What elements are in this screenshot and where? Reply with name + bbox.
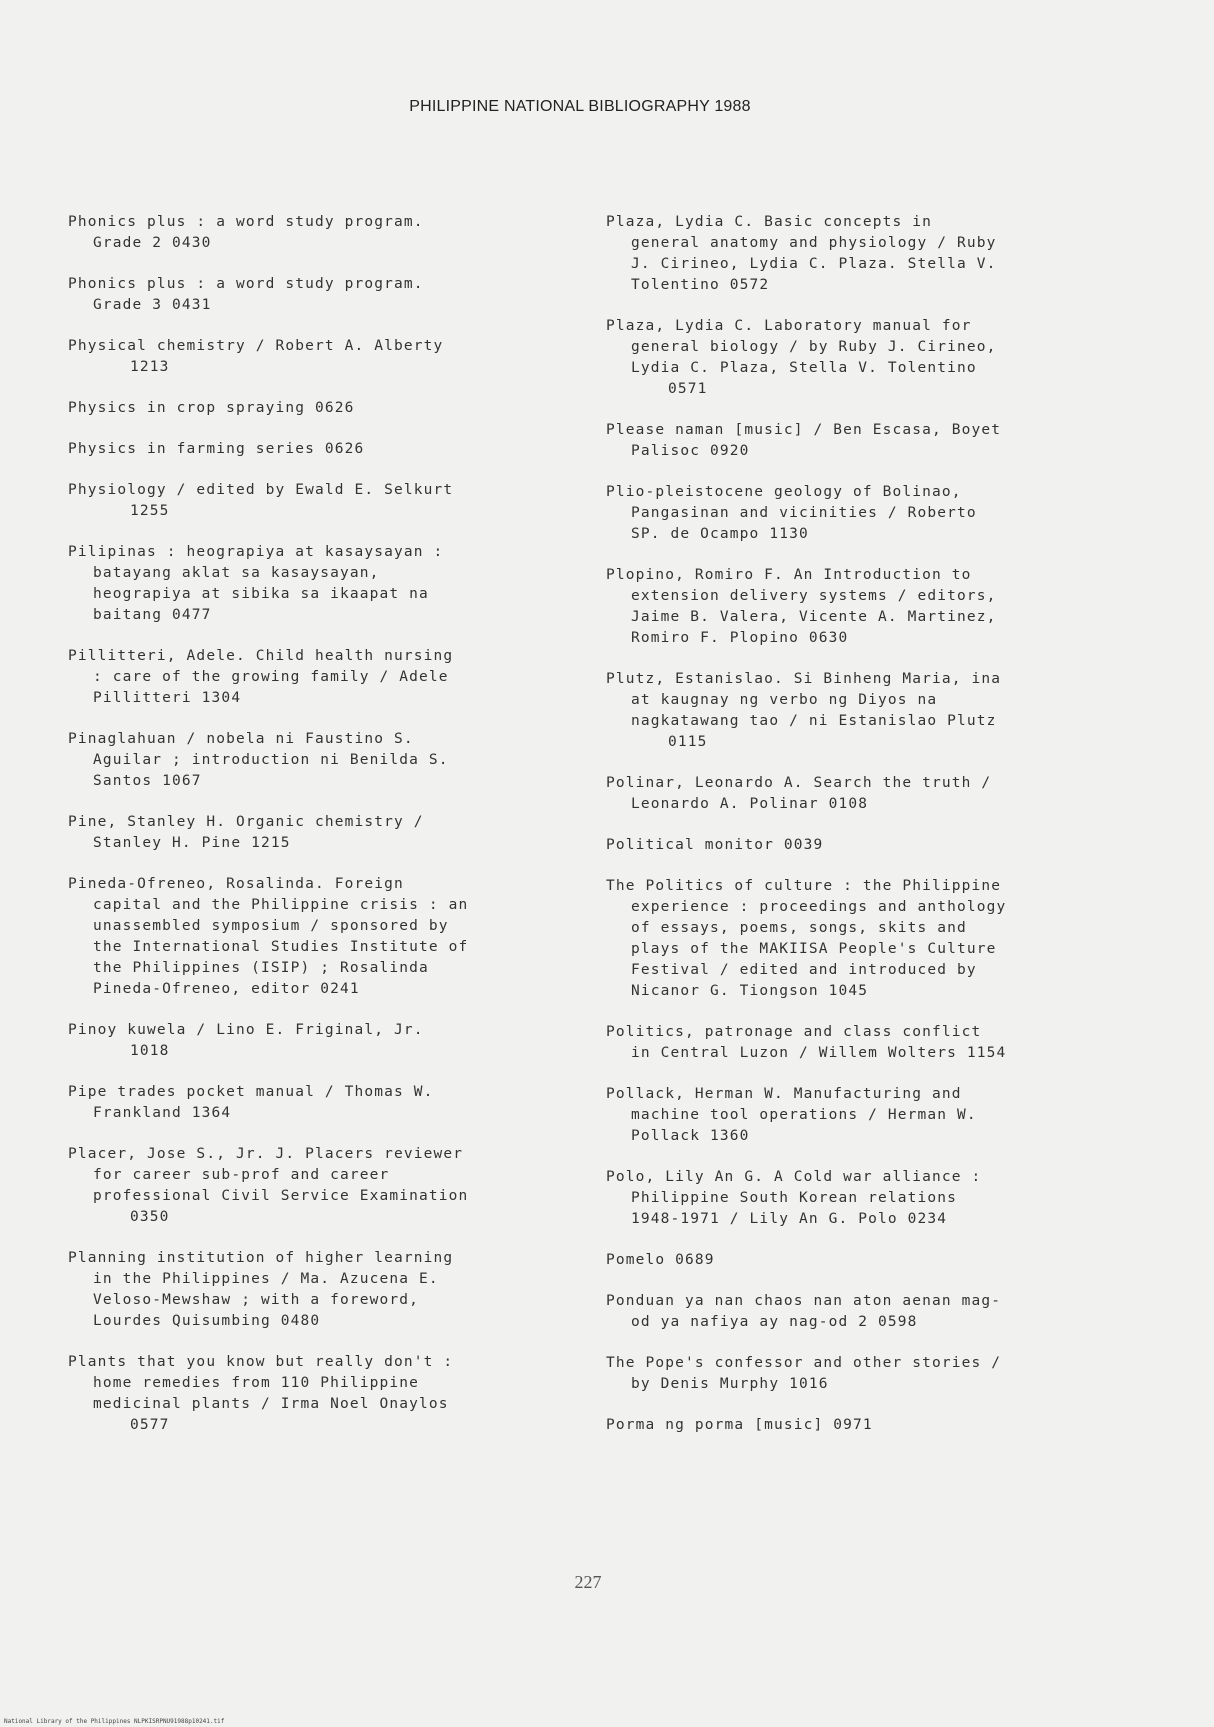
bibliography-entry [68, 812, 588, 854]
entry-line: experience : proceedings and anthology [631, 899, 1007, 915]
entry-line: Physics in farming series 0626 [68, 441, 365, 457]
bibliography-entry [68, 274, 588, 316]
bibliography-entry [68, 439, 588, 460]
entry-line: Please naman [music] / Ben Escasa, Boyet [606, 422, 1002, 438]
bibliography-entry [606, 669, 1126, 753]
entry-line: The Politics of culture : the Philippine [606, 878, 1002, 894]
bibliography-entry [68, 646, 588, 709]
entry-line: Leonardo A. Polinar 0108 [631, 796, 869, 812]
entry-line: Pine, Stanley H. Organic chemistry / [68, 814, 424, 830]
entry-line: Lourdes Quisumbing 0480 [93, 1313, 321, 1329]
entry-line: Jaime B. Valera, Vicente A. Martinez, [631, 609, 997, 625]
entry-line: 1018 [130, 1043, 170, 1059]
entry-line: Festival / edited and introduced by [631, 962, 977, 978]
bibliography-entry [606, 1250, 1126, 1271]
entry-line: Physics in crop spraying 0626 [68, 400, 355, 416]
bibliography-entry [606, 482, 1126, 545]
page-number: 227 [574, 1572, 602, 1592]
entry-line: Pilipinas : heograpiya at kasaysayan : [68, 544, 444, 560]
bibliography-entry [606, 1022, 1126, 1064]
entry-line: at kaugnay ng verbo ng Diyos na [631, 692, 938, 708]
bibliography-entry [606, 876, 1126, 1002]
entry-line: extension delivery systems / editors, [631, 588, 997, 604]
bibliography-entry [68, 480, 588, 522]
bibliography-entry [606, 1167, 1126, 1230]
entry-line: Planning institution of higher learning [68, 1250, 454, 1266]
entry-line: heograpiya at sibika sa ikaapat na [93, 586, 429, 602]
entry-line: Political monitor 0039 [606, 837, 824, 853]
entry-line: home remedies from 110 Philippine [93, 1375, 420, 1391]
entry-line: general biology / by Ruby J. Cirineo, [631, 339, 997, 355]
entry-line: of essays, poems, songs, skits and [631, 920, 967, 936]
bibliography-entry [68, 729, 588, 792]
entry-line: 1213 [130, 359, 170, 375]
entry-line: by Denis Murphy 1016 [631, 1376, 829, 1392]
bibliography-entry [606, 565, 1126, 649]
entry-line: Frankland 1364 [93, 1105, 232, 1121]
entry-line: capital and the Philippine crisis : an [93, 897, 469, 913]
right-column [606, 212, 1126, 1456]
scan-footer: National Library of the Philippines NLPKISRPNU91988p10241.tif [4, 1718, 225, 1725]
bibliography-entry [606, 316, 1126, 400]
bibliography-entry [606, 773, 1126, 815]
entry-line: 1948-1971 / Lily An G. Polo 0234 [631, 1211, 948, 1227]
entry-line: 0115 [668, 734, 708, 750]
entry-line: Veloso-Mewshaw ; with a foreword, [93, 1292, 420, 1308]
entry-line: : care of the growing family / Adele [93, 669, 449, 685]
entry-line: Pollack, Herman W. Manufacturing and [606, 1086, 962, 1102]
bibliography-entry [606, 1291, 1126, 1333]
entry-line: 0350 [130, 1209, 170, 1225]
entry-line: unassembled symposium / sponsored by [93, 918, 449, 934]
entry-line: the Philippines (ISIP) ; Rosalinda [93, 960, 429, 976]
entry-line: nagkatawang tao / ni Estanislao Plutz [631, 713, 997, 729]
entry-line: in Central Luzon / Willem Wolters 1154 [631, 1045, 1007, 1061]
entry-line: Philippine South Korean relations [631, 1190, 958, 1206]
entry-line: Palisoc 0920 [631, 443, 750, 459]
bibliography-entry [606, 1353, 1126, 1395]
entry-line: Plopino, Romiro F. An Introduction to [606, 567, 972, 583]
entry-line: Phonics plus : a word study program. [68, 214, 424, 230]
entry-line: Plio-pleistocene geology of Bolinao, [606, 484, 962, 500]
bibliography-entry [606, 1084, 1126, 1147]
entry-line: Santos 1067 [93, 773, 202, 789]
bibliography-entry [68, 1352, 588, 1436]
entry-line: Placer, Jose S., Jr. J. Placers reviewer [68, 1146, 464, 1162]
entry-line: Pineda-Ofreneo, editor 0241 [93, 981, 360, 997]
entry-line: Pangasinan and vicinities / Roberto [631, 505, 977, 521]
entry-line: Polo, Lily An G. A Cold war alliance : [606, 1169, 982, 1185]
entry-line: Grade 2 0430 [93, 235, 212, 251]
entry-line: J. Cirineo, Lydia C. Plaza. Stella V. [631, 256, 997, 272]
entry-line: Lydia C. Plaza, Stella V. Tolentino [631, 360, 977, 376]
entry-line: Plutz, Estanislao. Si Binheng Maria, ina [606, 671, 1002, 687]
entry-line: Plaza, Lydia C. Laboratory manual for [606, 318, 972, 334]
entry-line: Grade 3 0431 [93, 297, 212, 313]
bibliography-entry [68, 398, 588, 419]
left-column [68, 212, 588, 1456]
entry-line: 1255 [130, 503, 170, 519]
bibliography-entry [68, 1144, 588, 1228]
entry-line: Pinaglahuan / nobela ni Faustino S. [68, 731, 414, 747]
bibliography-entry [606, 212, 1126, 296]
bibliography-entry [606, 420, 1126, 462]
entry-line: Stanley H. Pine 1215 [93, 835, 291, 851]
entry-line: the International Studies Institute of [93, 939, 469, 955]
bibliography-entry [68, 874, 588, 1000]
entry-line: Pollack 1360 [631, 1128, 750, 1144]
page-header [0, 98, 1160, 116]
entry-line: Physiology / edited by Ewald E. Selkurt [68, 482, 454, 498]
entry-line: Pillitteri 1304 [93, 690, 242, 706]
entry-line: od ya nafiya ay nag-od 2 0598 [631, 1314, 918, 1330]
entry-line: Polinar, Leonardo A. Search the truth / [606, 775, 992, 791]
entry-line: The Pope's confessor and other stories / [606, 1355, 1002, 1371]
bibliography-entry [68, 1082, 588, 1124]
entry-line: Plants that you know but really don't : [68, 1354, 454, 1370]
bibliography-entry [68, 336, 588, 378]
bibliography-entry [68, 542, 588, 626]
bibliography-entry [606, 835, 1126, 856]
entry-line: professional Civil Service Examination [93, 1188, 469, 1204]
entry-line: 0577 [130, 1417, 170, 1433]
entry-line: machine tool operations / Herman W. [631, 1107, 977, 1123]
bibliography-title: PHILIPPINE NATIONAL BIBLIOGRAPHY 1988 [409, 98, 751, 115]
entry-line: Phonics plus : a word study program. [68, 276, 424, 292]
entry-line: Ponduan ya nan chaos nan aton aenan mag- [606, 1293, 1002, 1309]
entry-line: Nicanor G. Tiongson 1045 [631, 983, 869, 999]
entry-line: Pillitteri, Adele. Child health nursing [68, 648, 454, 664]
entry-line: Physical chemistry / Robert A. Alberty [68, 338, 444, 354]
entry-line: SP. de Ocampo 1130 [631, 526, 809, 542]
entry-line: baitang 0477 [93, 607, 212, 623]
bibliography-entry [68, 212, 588, 254]
entry-line: Politics, patronage and class conflict [606, 1024, 982, 1040]
entry-line: plays of the MAKIISA People's Culture [631, 941, 997, 957]
entry-line: 0571 [668, 381, 708, 397]
entry-line: Aguilar ; introduction ni Benilda S. [93, 752, 449, 768]
entry-line: Pinoy kuwela / Lino E. Friginal, Jr. [68, 1022, 424, 1038]
entry-line: batayang aklat sa kasaysayan, [93, 565, 380, 581]
bibliography-entry [606, 1415, 1126, 1436]
entry-line: Plaza, Lydia C. Basic concepts in [606, 214, 933, 230]
entry-line: medicinal plants / Irma Noel Onaylos [93, 1396, 449, 1412]
bibliography-entry [68, 1020, 588, 1062]
entry-line: Tolentino 0572 [631, 277, 770, 293]
entry-line: Porma ng porma [music] 0971 [606, 1417, 873, 1433]
entry-line: Romiro F. Plopino 0630 [631, 630, 849, 646]
entry-line: for career sub-prof and career [93, 1167, 390, 1183]
entry-line: general anatomy and physiology / Ruby [631, 235, 997, 251]
bibliography-entry [68, 1248, 588, 1332]
entry-line: in the Philippines / Ma. Azucena E. [93, 1271, 439, 1287]
entry-line: Pomelo 0689 [606, 1252, 715, 1268]
entry-line: Pipe trades pocket manual / Thomas W. [68, 1084, 434, 1100]
entry-line: Pineda-Ofreneo, Rosalinda. Foreign [68, 876, 404, 892]
